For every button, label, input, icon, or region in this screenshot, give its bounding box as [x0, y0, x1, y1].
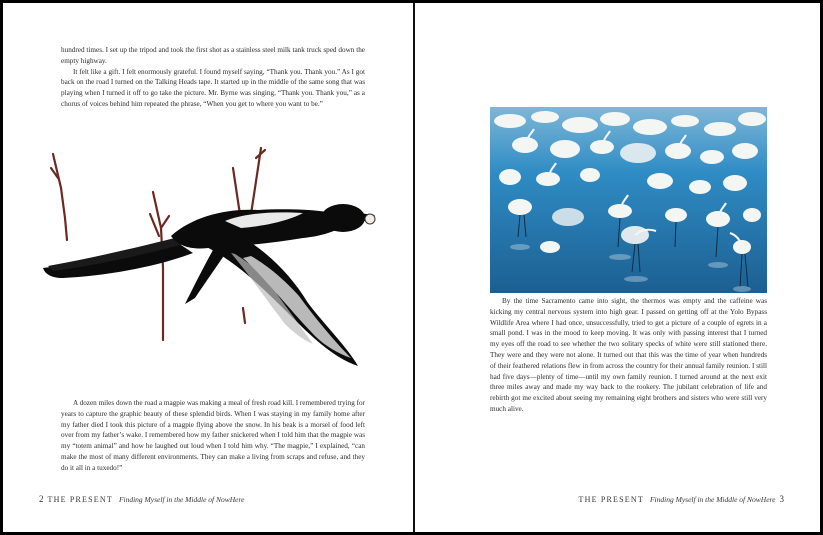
- right-page-text: [490, 296, 767, 415]
- paragraph: By the time Sacramento came into sight, the thermos was empty and the caffeine was kicking my central nervous system into high gear. I passed on getting off at the Yolo Bypass Wildlife Area where I had once, unsuccessfully, tried to get a picture of a couple of egrets in a small pond. I was in the mood to keep moving. It was only with passing interest that I turned my eyes off the road to see whether the two solitary specks of white were still stationed there. They were and they were not alone. It turned out that this was the time of year when hundreds of their feathered relations flew in from across the country for their annual family reunion. I still had five days—plenty of time—until my own family reunion. I turned around at the next exit three miles away and made my way back to the rookery. The jubilant celebration of life and rebirth got me excited about seeing my remaining eight brothers and sisters who were still very much alive.: [490, 297, 767, 413]
- left-page-footer: [39, 494, 244, 504]
- running-head-section: THE PRESENT: [47, 495, 113, 504]
- paragraph: hundred times. I set up the tripod and took the first shot as a stainless steel milk tank truck sped down the empty highway.: [61, 46, 365, 65]
- gutter-divider: [413, 3, 415, 532]
- page-number: 3: [779, 494, 784, 504]
- egrets-illustration: [490, 107, 767, 293]
- left-page-bottom-text: [61, 398, 365, 474]
- running-head-title: Finding Myself in the Middle of NowHere: [118, 495, 245, 504]
- paragraph: A dozen miles down the road a magpie was making a meal of fresh road kill. I remembered trying for years to capture the graphic beauty of these splendid birds. When I was staying in my family home after my father died I took this picture of a magpie flying above the snow. In his beak is a morsel of food left over from my father’s wake. I remembered how my father snickered when I told him that the magpie was my “totem animal” and how he laughed out loud when I told him why. “The magpie,” I explained, “can make the most of many different environments. They can make a living from scraps and refuse, and they do it all in a tuxedo!”: [61, 399, 365, 472]
- magpie-illustration: [3, 118, 411, 386]
- egrets-photo: [490, 107, 767, 293]
- book-spread: [3, 3, 820, 532]
- running-head-section: THE PRESENT: [578, 495, 644, 504]
- magpie: [43, 204, 375, 366]
- running-head-title: Finding Myself in the Middle of NowHere: [649, 495, 776, 504]
- page-number: 2: [39, 494, 44, 504]
- right-page-footer: [579, 494, 784, 504]
- paragraph: It felt like a gift. I felt enormously grateful. I found myself saying, “Thank you. Thank you.” As I got back on the road I turned on the Talking Heads tape. It started up in the middle of the same song that was playing when I turned it off to go take the picture. Mr. Byrne was singing, “Thank you. Thank you,” as a chorus of voices behind him repeated the phrase, “When you get to where you want to be.”: [61, 67, 365, 108]
- magpie-photo: [3, 118, 411, 386]
- left-page-top-text: [61, 45, 365, 110]
